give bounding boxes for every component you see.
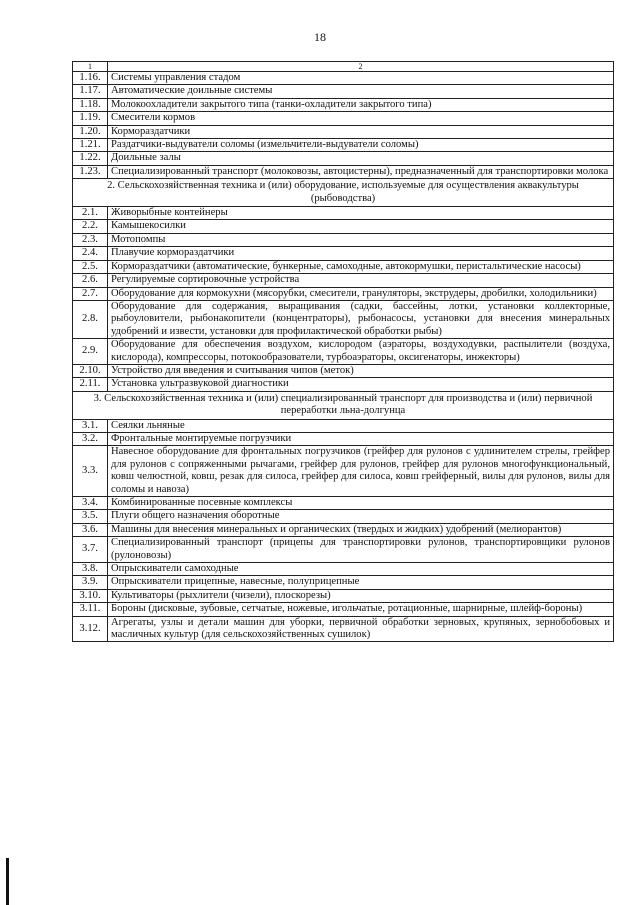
- table-row: [73, 247, 614, 260]
- table-row: [73, 339, 614, 365]
- page-number: 18: [314, 30, 326, 44]
- item-number: 2.4.: [73, 247, 108, 260]
- table-row: [73, 260, 614, 273]
- item-number: 3.3.: [73, 446, 108, 497]
- header-column-1: 1: [73, 62, 108, 72]
- table-header-row: [73, 62, 614, 72]
- item-description: Сеялки льняные: [108, 419, 614, 432]
- table-row: [73, 220, 614, 233]
- item-number: 2.11.: [73, 378, 108, 391]
- item-number: 1.20.: [73, 125, 108, 138]
- item-description: Фронтальные монтируемые погрузчики: [108, 432, 614, 445]
- item-description: Камышекосилки: [108, 220, 614, 233]
- table-row: [73, 125, 614, 138]
- header-column-2: 2: [108, 62, 614, 72]
- item-description: Опрыскиватели самоходные: [108, 563, 614, 576]
- item-number: 2.3.: [73, 233, 108, 246]
- table-row: [73, 300, 614, 338]
- item-description: Раздатчики-выдуватели соломы (измельчители-выдуватели соломы): [108, 139, 614, 152]
- item-description: Плуги общего назначения оборотные: [108, 510, 614, 523]
- item-description: Смесители кормов: [108, 112, 614, 125]
- item-description: Оборудование для кормокухни (мясорубки, смесители, грануляторы, экструдеры, дробилки, холодильники): [108, 287, 614, 300]
- table-row: [73, 72, 614, 85]
- item-description: Специализированный транспорт (прицепы для транспортировки рулонов, транспортировщики рулонов (рулоновозы): [108, 537, 614, 563]
- item-number: 3.11.: [73, 603, 108, 616]
- item-number: 3.8.: [73, 563, 108, 576]
- item-number: 3.10.: [73, 589, 108, 602]
- table-row: [73, 233, 614, 246]
- table-row: [73, 98, 614, 111]
- table-row: [73, 274, 614, 287]
- equipment-table: [72, 61, 614, 642]
- item-number: 2.7.: [73, 287, 108, 300]
- section-heading: 2. Сельскохозяйственная техника и (или) оборудование, используемые для осуществления аквакультуры (рыбоводства): [73, 179, 614, 207]
- item-number: 3.7.: [73, 537, 108, 563]
- table-row: [73, 576, 614, 589]
- table-row: [73, 112, 614, 125]
- table-row: [73, 603, 614, 616]
- item-description: Агрегаты, узлы и детали машин для уборки, первичной обработки зерновых, крупяных, зернобобовых и масличных культур (для сельскохозяйственных сушилок): [108, 616, 614, 642]
- item-description: Машины для внесения минеральных и органических (твердых и жидких) удобрений (мелиорантов): [108, 523, 614, 536]
- item-number: 3.1.: [73, 419, 108, 432]
- item-description: Живорыбные контейнеры: [108, 207, 614, 220]
- item-number: 3.4.: [73, 497, 108, 510]
- item-number: 3.5.: [73, 510, 108, 523]
- table-row: [73, 85, 614, 98]
- item-description: Оборудование для содержания, выращивания (садки, бассейны, лотки, установки коллекторные, рыбоуловители, рыбонакопители (концентраторы), рыбонасосы, установки для внесения минеральных удобрений и извести, установки для профилактической обработки рыбы): [108, 300, 614, 338]
- table-body: [73, 62, 614, 642]
- item-number: 3.12.: [73, 616, 108, 642]
- section-heading: 3. Сельскохозяйственная техника и (или) специализированный транспорт для производства и (или) первичной переработки льна-долгунца: [73, 391, 614, 419]
- table-row: [73, 364, 614, 377]
- item-number: 2.1.: [73, 207, 108, 220]
- table-row: [73, 563, 614, 576]
- table-row: [73, 139, 614, 152]
- table-row: [73, 165, 614, 178]
- item-number: 2.8.: [73, 300, 108, 338]
- section-heading-row: [73, 391, 614, 419]
- item-number: 2.5.: [73, 260, 108, 273]
- item-description: Плавучие кормораздатчики: [108, 247, 614, 260]
- table-row: [73, 287, 614, 300]
- item-description: Кормораздатчики: [108, 125, 614, 138]
- item-description: Оборудование для обеспечения воздухом, кислородом (аэраторы, воздуходувки, распылители (воздуха, кислорода), компрессоры, потокообразователи, турбоаэраторы, оксигенаторы, инжекторы): [108, 339, 614, 365]
- item-number: 1.22.: [73, 152, 108, 165]
- item-description: Опрыскиватели прицепные, навесные, полуприцепные: [108, 576, 614, 589]
- item-number: 3.9.: [73, 576, 108, 589]
- table-row: [73, 589, 614, 602]
- item-description: Доильные залы: [108, 152, 614, 165]
- item-description: Мотопомпы: [108, 233, 614, 246]
- item-description: Кормораздатчики (автоматические, бункерные, самоходные, автокормушки, перистальтические насосы): [108, 260, 614, 273]
- item-number: 2.9.: [73, 339, 108, 365]
- item-number: 1.17.: [73, 85, 108, 98]
- item-number: 2.2.: [73, 220, 108, 233]
- item-description: Автоматические доильные системы: [108, 85, 614, 98]
- item-number: 1.18.: [73, 98, 108, 111]
- table-row: [73, 152, 614, 165]
- section-heading-row: [73, 179, 614, 207]
- item-description: Комбинированные посевные комплексы: [108, 497, 614, 510]
- item-number: 2.10.: [73, 364, 108, 377]
- table-row: [73, 378, 614, 391]
- item-number: 1.19.: [73, 112, 108, 125]
- item-description: Устройство для введения и считывания чипов (меток): [108, 364, 614, 377]
- item-description: Системы управления стадом: [108, 72, 614, 85]
- item-description: Навесное оборудование для фронтальных погрузчиков (грейфер для рулонов с удлинителем стрелы, грейфер для рулонов с сопряженными рычагами, грейфер для рулонов, грейфер для рулонов многофункциональный, ковш челюстной, ковш, резак для силоса, грейфер для силоса, ковш грейферный, вилы для рулонов, вилы для соломы и навоза): [108, 446, 614, 497]
- item-description: Бороны (дисковые, зубовые, сетчатые, ножевые, игольчатые, ротационные, шарнирные, шлейф-бороны): [108, 603, 614, 616]
- item-number: 2.6.: [73, 274, 108, 287]
- item-description: Молокоохладители закрытого типа (танки-охладители закрытого типа): [108, 98, 614, 111]
- item-description: Специализированный транспорт (молоковозы, автоцистерны), предназначенный для транспортировки молока: [108, 165, 614, 178]
- item-description: Регулируемые сортировочные устройства: [108, 274, 614, 287]
- item-number: 3.2.: [73, 432, 108, 445]
- table-row: [73, 523, 614, 536]
- table-row: [73, 207, 614, 220]
- item-number: 1.23.: [73, 165, 108, 178]
- table-row: [73, 616, 614, 642]
- item-number: 1.21.: [73, 139, 108, 152]
- item-description: Установка ультразвуковой диагностики: [108, 378, 614, 391]
- table-row: [73, 419, 614, 432]
- item-number: 3.6.: [73, 523, 108, 536]
- table-row: [73, 497, 614, 510]
- item-number: 1.16.: [73, 72, 108, 85]
- table-row: [73, 537, 614, 563]
- table-row: [73, 432, 614, 445]
- scan-edge-mark: [6, 858, 9, 905]
- table-row: [73, 510, 614, 523]
- table-row: [73, 446, 614, 497]
- item-description: Культиваторы (рыхлители (чизели), плоскорезы): [108, 589, 614, 602]
